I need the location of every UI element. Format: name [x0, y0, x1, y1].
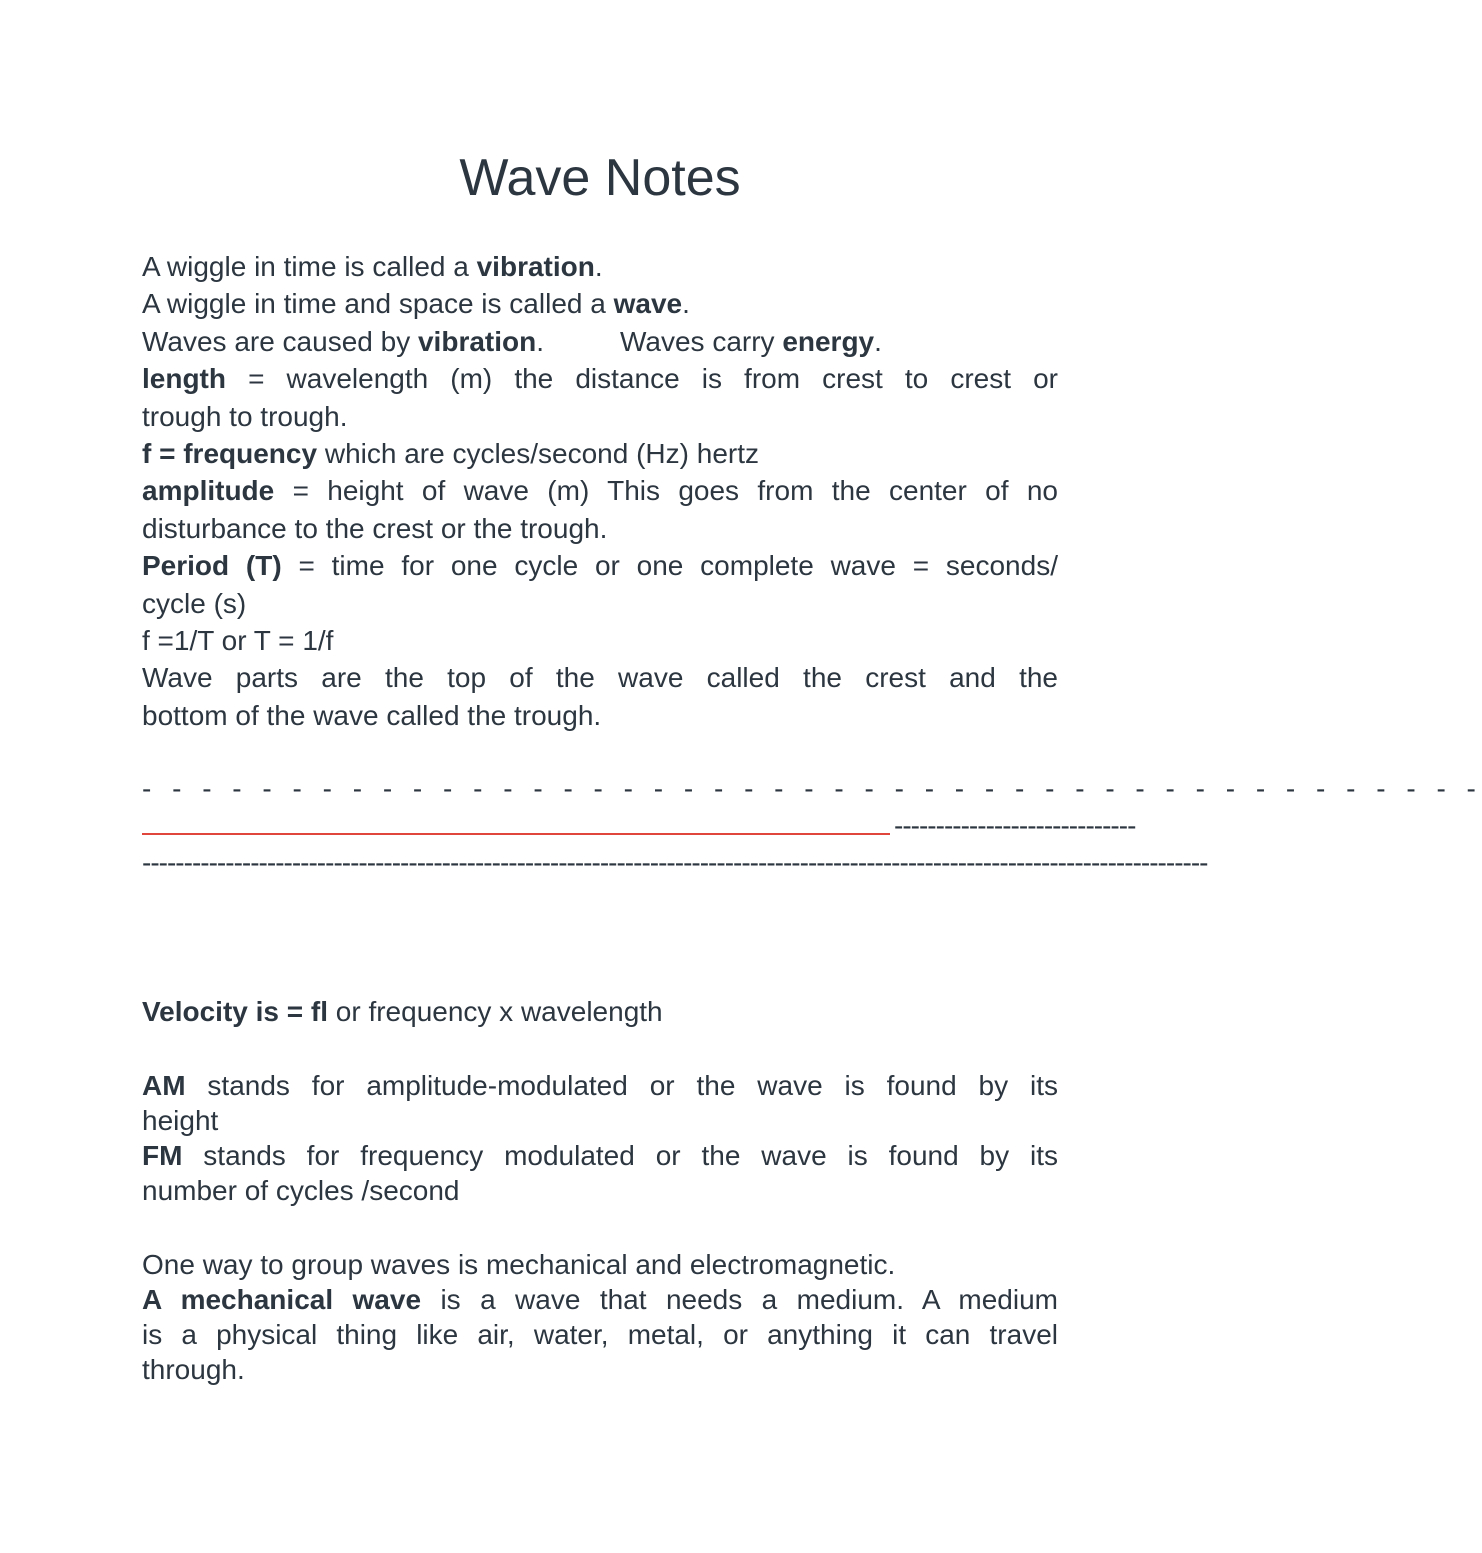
- note-length-line2: trough to trough.: [142, 400, 348, 432]
- term-vibration: vibration: [476, 251, 595, 282]
- note-mechanical-line2: is a physical thing like air, water, metal, or anything it can travel: [142, 1319, 1058, 1350]
- note-length-line1: length = wavelength (m) the distance is from crest to crest or: [142, 363, 1058, 395]
- term-frequency: f = frequency: [142, 438, 318, 470]
- note-group: One way to group waves is mechanical and electromagnetic.: [142, 1249, 896, 1280]
- note-wave-parts-line2: bottom of the wave called the trough.: [142, 699, 602, 731]
- notes-section: [142, 248, 1058, 734]
- term-period: Period (T): [142, 550, 282, 582]
- note-formula: f =1/T or T = 1/f: [142, 625, 334, 657]
- term-velocity: Velocity is = fl: [142, 996, 328, 1027]
- note-am-line2: height: [142, 1105, 219, 1136]
- note-fm-line1: FM stands for frequency modulated or the wave is found by its: [142, 1140, 1058, 1171]
- note-mechanical-line3: through.: [142, 1354, 245, 1385]
- red-rule: [142, 833, 890, 835]
- red-rule-row: [142, 807, 1136, 844]
- term-length: length: [142, 363, 226, 395]
- note-wave-parts-line1: Wave parts are the top of the wave called the crest and the: [142, 662, 1058, 694]
- notes-section-2: [142, 994, 1058, 1387]
- note-period-line1: Period (T) = time for one cycle or one complete wave = seconds/: [142, 550, 1058, 582]
- note-period-line2: cycle (s): [142, 587, 247, 619]
- note-amplitude-line2: disturbance to the crest or the trough.: [142, 512, 608, 544]
- note-amplitude-line1: amplitude = height of wave (m) This goes from the center of no: [142, 475, 1058, 507]
- separator: [142, 770, 1482, 881]
- term-vibration-2: vibration: [417, 325, 537, 357]
- note-velocity: Velocity is = fl or frequency x wavelength: [142, 996, 663, 1027]
- note-mechanical-line1: A mechanical wave is a wave that needs a medium. A medium: [142, 1284, 1058, 1315]
- dash-rule-plain: --------------------------------------------------------------------------------------------------------------------------------: [142, 847, 1208, 878]
- note-vibration: A wiggle in time is called a vibration.: [142, 251, 603, 282]
- term-mechanical-wave: A mechanical wave: [142, 1284, 422, 1315]
- term-am: AM: [142, 1070, 186, 1101]
- term-fm: FM: [142, 1140, 183, 1171]
- note-causes-energy: Waves are caused by vibration. Waves carry energy.: [142, 325, 882, 357]
- term-amplitude: amplitude: [142, 475, 275, 507]
- term-energy: energy: [782, 325, 875, 357]
- note-wave: A wiggle in time and space is called a wave.: [142, 288, 690, 320]
- page-title: Wave Notes: [459, 149, 741, 207]
- note-fm-line2: number of cycles /second: [142, 1175, 460, 1206]
- note-frequency: f = frequency which are cycles/second (Hz) hertz: [142, 438, 759, 470]
- dash-rule-right: -----------------------------: [894, 810, 1136, 841]
- term-wave: wave: [613, 288, 683, 320]
- note-am-line1: AM stands for amplitude-modulated or the wave is found by its: [142, 1070, 1058, 1101]
- dashed-rule: - - - - - - - - - - - - - - - - - - - - - - - - - - - - - - - - - - - - - - - - - - - - -: [142, 773, 1482, 804]
